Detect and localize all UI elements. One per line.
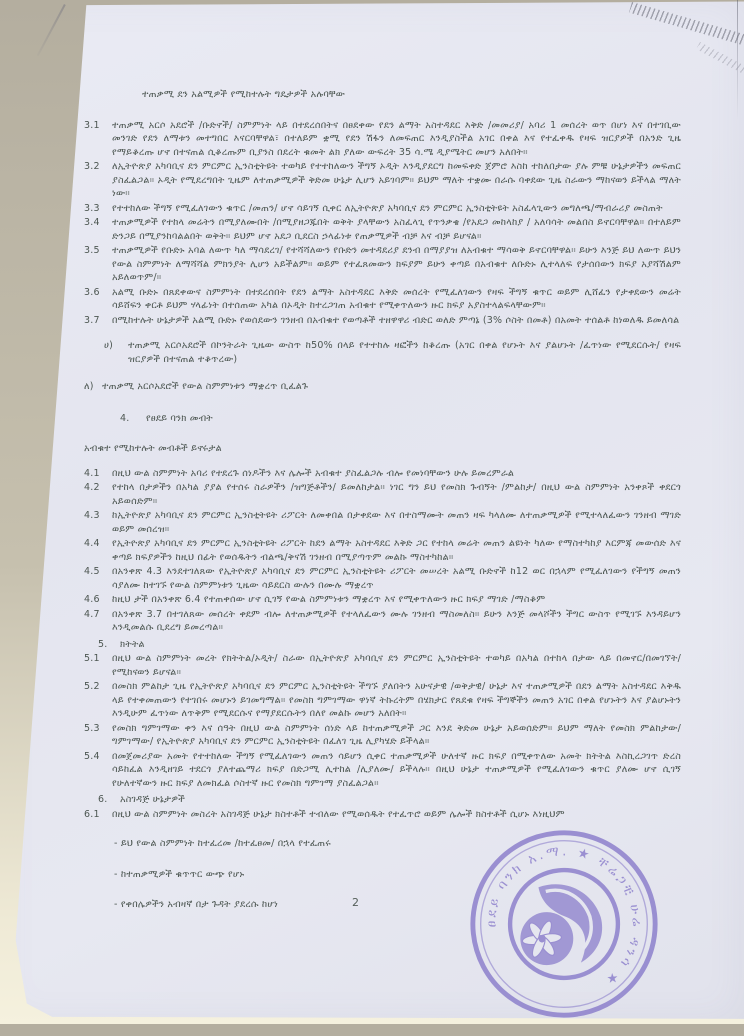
item-number: 4.7 [84,608,100,620]
item-text: ለኢትዮጵያ አካባቢና ደን ምርምር ኢንስቲትዩት ተወካይ የተተከለውን ችግኝ ኦዲት እንዲያደርግ ከመፍቀድ ጀምሮ እስከ ተከለበታው ያሉ ምቹ ሁኔታዎችን መፍጠር ያስፈልጋል። ኦዲት የሚደረግበት ጊዜም ለተጠቃሚዎች ቅድመ ሁኔታ ሊሆን አይገባም። ይህም ማለት ተቋሙ በራሱ ባቀደው ጊዜ ስራውን ማከናወን ይችላል ማለት ነው። [112,161,681,199]
item-text: ተጠቃሚ አርሶአደሮች በኮንትራት ጊዜው ውስጥ ከ50% በላይ የተተከሉ ዛፎችን ከቆረጡ (አገር በቀል የሆኑት እና ያልሆኑት /ፈጥነው የሚደርሱት/ የዛፍ ዝርያዎች በተናጠል ተቆጥረው) [128,340,681,365]
bullet-item: - የቀበሌዎችን አብዛኛ በታ ጉዳት ያደረሱ ከሆነ [114,899,278,910]
list-item-4-6 [84,593,681,607]
item-text: በአንቀጽ 3.7 በተገለጸው መሰረት ቀደም ብሎ ለተጠቃሚዎች የተላለፈውን ሙሉ ገንዘብ ማስመለስ። ይሁን እንጅ መላሾችን ችግር ውስጥ የሚገኙ እንዳይሆን እንዲመልሱ ቢደረግ ይመረጣል። [112,608,681,633]
item-number: 4.4 [84,538,100,549]
document-title: ተጠቃሚ ደን አልሚዎች የሚከተሉት ግዴታዎች አሉባቸው [142,89,346,100]
item-text: አልሚ ቡድኑ በጸደቀውና ስምምነት በተደረሰበት የደን ልማት አስተዳደር እቅድ መሰረት የሚፈለገውን የዛፍ ችግኝ ቁጥር ወይም ሊሸፈን የታቀደውን መሬት ሳይሸፍን ቀርቶ ይህም ሃላፊነት በተሰጠው አካል በኦዲት ከተረጋገጠ አብቁተ የሚቀጥለውን ዙር ክፍያ አያስተላልፍላቸውም። [112,286,681,311]
item-number: 5.3 [84,722,100,734]
item-number: 3.5 [84,245,100,256]
stamp-logo [515,880,606,969]
section-number: 4. [120,412,130,424]
section-number: 5. [98,638,108,650]
item-number: 5.2 [84,681,100,692]
item-text: በዚህ ውል ስምምነት መረት የክትትል/ኦዲት/ ስራው በኢትዮጵያ አካባቢና ደን ምርምር ኢንስቲትዩት ተወካይ በአካል በተከላ በታው ላይ በመኖር/በመገኘት/ የሚከናወን ይሆናል። [112,653,681,678]
item-text: ከዚህ ታች በአንቀጽ 6.4 የተጠቀሰው ሆኖ ሲገኝ የውል ስምምነቱን ማቋረጥ እና የሚቀጥለውን ዙር ክፍያ ማገድ /ማስቆም [112,594,546,605]
item-text: ተጠቃሚ አርሶአደሮች የውል ስምምነቱን ማቋረጥ ቢፈልጉ [102,381,309,392]
section5-heading [98,638,681,652]
item-number: 5.4 [84,750,100,762]
item-text: የመስክ ግምገማው ቀን እና ሰዓት በዚህ ውል ስምምነት ሰነድ ላይ ከተጠቃሚዎች ጋር እንደ ቅድመ ሁኔታ አይወሰድም። ይህም ማለት የመስክ ምልከታው/ግምገማው/ የኢትዮጵያ አካባቢና ደን ምርምር ኢንስቲትዩት በፈለገ ጊዜ ሊያካሄድ ይችላል። [112,722,681,747]
item-text: ተጠቃሚዎች የተከላ መሬትን በሚያለሙበት /በሚያዘጋጁበት ወቅት ያላቸውን አስፈላጊ የጥንቃቄ /የአደጋ መከላከያ / አለባሳት መልበስ ይኖርባቸዋል። በተለይም ድንጋይ በሚያንከባልልበት ወቅት። ይህም ሆኖ አደጋ ቢደርስ ኃላፊነቱ የጠቃሚዎች ብቻ እና ብቻ ይሆናል። [112,217,681,242]
list-item-3-2 [84,160,681,201]
item-text: የተተከለው ችግኝ የሚፈለገውን ቁጥር /መጠን/ ሆኖ ሳይገኝ ሲቀር ለኢትዮጵያ አካባቢና ደን ምርምር ኢንስቲትዩት አስፈላጊውን መግለጫ/ማብራሪያ መስጠት [112,202,663,214]
item-number: 4.1 [84,467,100,479]
list-item-3-7 [84,314,681,328]
item-text: የኢትዮጵያ አካባቢና ደን ምርምር ኢንስቲትዩት ሪፖርት ከደን ልማት አስተዳደር እቅድ ጋር የተከላ መሬት መጠን ልዩነት ካለው የማስተካከያ እርምጃ መውሰድ እና ቀጣይ ክፍያዎችን ከዚህ በፊት የወሰዱትን ብልጫ/ቅናሽ ገንዘብ በሚያጣጥም መልኩ ማስተካከል። [112,538,681,563]
item-number: 3.6 [84,286,100,298]
item-text: በዚህ ውል ስምምነት አባሪ የተደረጉ ሰነዶችን እና ሌሎች አብቁተ ያስፈልጋሉ ብሎ የመነባቸውን ሁሉ ይመረምራል [112,467,515,479]
item-number: ለ) [84,381,94,392]
list-item-4-4 [84,537,681,564]
list-item-4-1 [84,467,681,481]
sub-item-le [84,380,681,394]
list-item-3-1 [84,119,681,160]
section4-intro: አብቁተ የሚከተሉት መብቶች ይኖሩታል [84,443,222,454]
item-text: በዚህ ውል ስምምነት መስረት አስገዳጅ ሁኔታ ክስተቶች ተብለው የሚወሰዱት የተፈጥሮ ወይም ሌሎች ክስተቶች ሲሆኑ እነዚህም [112,808,565,820]
list-item-4-3 [84,509,681,536]
item-text: ከኢትዮጵያ አካባቢና ደን ምርምር ኢንስቲትዩት ሪፖርት ለመቀበል በታቀደው እና በተስማሙት መጠን ዛፍ ካላለሙ ለተጠቃሚዎች የሚተላለፈውን ገንዘብ ማገድ ወይም መሰረዝ። [112,510,681,535]
section-title: አስገዳጅ ሁኔታዎች [120,794,186,805]
section-title: ክትትል [120,638,145,650]
list-item-6-1 [84,808,681,822]
item-text: በመስክ ምልከታ ጊዜ የኢትዮጵያ አካባቢና ደን ምርምር ኢንስቲትዩት ችግኙ ያለበትን አሁናታዊ /ወቅታዊ/ ሁኔታ እና ተጠቃሚዎች በደን ልማት አስተዳደር እቅዱ ላይ የተቀመጠውን የተገበሩ መሆኑን ይገመግማል። የመስክ ግምገማው ዋነኛ ትኩረትም በሄክታር የጸደቁ የዛፍ ችግኞችን መጠን አገር በቀል የሆኑትን እና ያልሆኑትን እንዲሁም ፈጥነው ለጥቅም የሚደርሱና የማያደርሱትን በለየ መልኩ መሆን አለበት። [112,681,681,719]
item-text: በመጀመሪያው አመት የተተከለው ችግኝ የሚፈለገውን መጠን ሳይሆን ሲቀር ተጠቃሚዎች ሁለተኛ ዙር ክፍያ በሚቀጥለው አመት ክትትል እስኪረጋገጥ ድረስ ሳይከፈል እንዲዘገይ ተደርጎ ያለተጨማሪ ክፍያ በድጋሚ ሊተከል /ሊያለሙ/ ይችላሉ። በዚህ ሁኔታ ተጠቃሚዎች የሚፈለገውን ቁጥር ያለሙ ሆኖ ሲገኝ የሁለተኛውን ዙር ክፍያ ለመክፈል ሶስተኛ ዙር የመስክ ግምገማ ያስፈልጋል። [112,750,681,789]
item-number: ሀ) [104,340,114,351]
item-text: በአንቀጽ 4.3 እንደተገለጸው የኢትዮጵያ አካባቢና ደን ምርምር ኢንስቲትዩት ሪፖርት መሠረት አልሚ ቡድኖች ከ12 ወር በኋላም የሚፈለገውን የችግኝ መጠን ሳያለሙ ከተገኙ የውል ስምምነቱን ጊዜው ሳይደርስ ውሉን በሙሉ ማቋረጥ [112,566,681,591]
item-number: 4.5 [84,566,100,577]
list-item-5-2 [84,680,681,721]
list-item-3-3 [84,202,681,216]
page-number: 2 [352,896,359,909]
section4-heading [120,412,681,426]
item-number: 4.2 [84,482,100,493]
list-item-3-6 [84,286,681,313]
item-number: 3.4 [84,217,100,228]
bullet-item: - ከተጠቃሚዎች ቁጥጥር ውጭ የሆኑ [114,868,245,880]
item-number: 3.2 [84,161,100,172]
ink-stamp [456,816,671,1031]
section-title: የፀደይ ባንክ መብት [146,412,213,424]
list-item-4-5 [84,565,681,592]
section6-heading [98,793,681,807]
paper-edge-line [737,0,738,120]
paper-crease [37,4,66,56]
list-item-5-3 [84,722,681,749]
sub-item-ha [104,339,681,366]
item-text: በሚከተሉት ሁኔታዎች አልሚ ቡድኑ የወሰደውን ገንዘብ በአብቁተ የወጣቶች ተዘዋዋሪ ብድር ወለድ ምጣኔ (3% ሶስት በመቶ) በአመት ተሰልቶ ከነወለዱ ይመለሳል [112,314,680,326]
item-number: 4.3 [84,510,100,521]
item-text: ተጠቃሚ አርሶ አደሮች /ቡድኖች/ ስምምነት ላይ በተደረሰበትና በፀደቀው የደን ልማት አስተዳደር እቅድ /መመሪያ/ አባሪ 1 መሰረት ወጥ በሆነ እና በተገቢው መንገድ የደን ለማቱን መተግበር እናርባቸዋል፣ በተለይም ቋሚ የደን ሽፋን ለመፍጠር እንዲያስችል አገር በቀል እና የተፈቀዱ የዛፍ ዝርያዎች በአንድ ጊዜ የማይቆረጡ ሆኖ በተናጠል ሲቆረጡም ቢያንስ በደረት ቁመት ልክ ያለው ውፍረት 35 ሳ.ሜ ዲያሜትር መሆን አለበት። [112,119,681,158]
list-item-5-1 [84,652,681,679]
item-number: 4.6 [84,594,100,605]
document-body [84,88,681,929]
item-number: 3.1 [84,119,100,131]
list-item-4-7 [84,608,681,635]
list-item-3-5 [84,244,681,285]
list-item-3-4 [84,216,681,243]
stamp-graphic [456,816,671,1031]
item-number: 5.1 [84,653,100,664]
stamp-ring-text: ፀደይ ባንክ አ.ማ. ★ ቸሬጋቺ ሁሬ ዳንሳ ★ [484,844,644,990]
item-number: 3.7 [84,314,100,326]
list-item-5-4 [84,750,681,791]
section-number: 6. [98,794,108,805]
item-text: ተጠቃሚዎች የቡድኑ አባል ለውጥ ካለ ማሳደረገ/ የተሻሻለውን የቡድን መተዳደሪያ ደንብ በማያያዝ ለአብቁተ ማሳወቅ ይኖርባቸዋል። ይሁን እንጅ ይህ ለውጥ ይህን የውል ስምምነት ለማሻሻል ምክንያት ሊሆን አይችልም። ወይም የተፈጸመውን ክፍያም ይሁን ቀጣይ በአብቁተ ለቡድኑ ሊተላለፍ የታሰበውን ክፍያ አያሻሽልም አይለወጥም/። [112,245,681,283]
list-item-4-2 [84,481,681,508]
bullet-item: - ይህ የውል ስምምነት ከተፈረመ /ከተፈፀመ/ በኋላ የተፈጠሩ [114,838,331,849]
item-text: የተከላ በታዎችን በአካል ያያል የተሰሩ ስራዎችን /ዝግጅቶችን/ ይመለከታል። ነገር ግን ይህ የመስክ ጉብኝት /ምልከታ/ በዚህ ውል ስምምነት አንቀጾች ቀደርጎ አይወሰድም። [112,482,681,507]
item-number: 3.3 [84,202,100,214]
item-number: 6.1 [84,808,100,820]
